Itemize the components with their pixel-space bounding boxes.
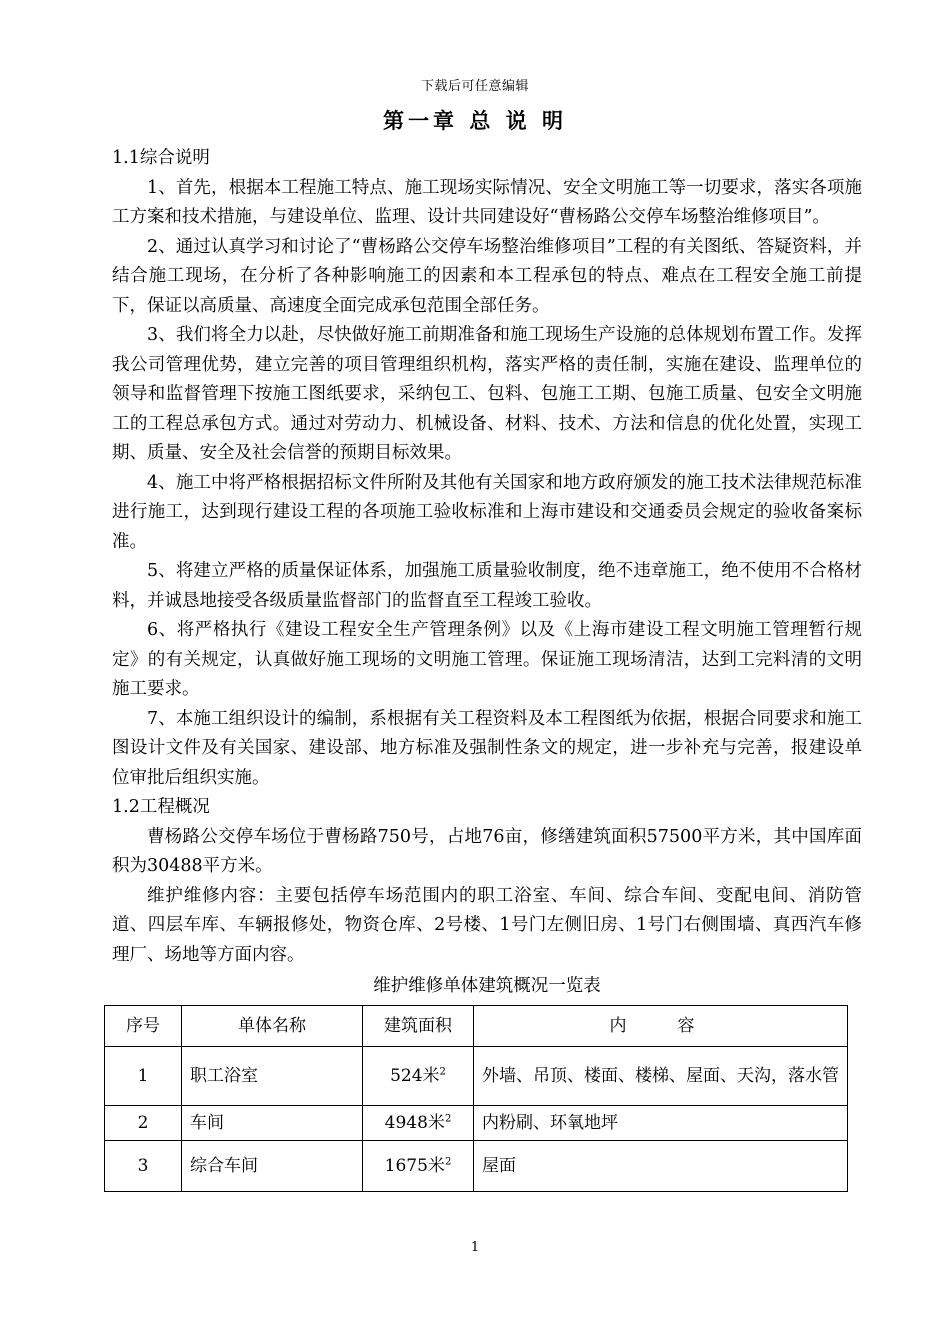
cell-area [363,1106,474,1141]
cell-area [363,1141,474,1192]
header-no: 序号 [105,1006,182,1047]
paragraph-4: 4、施工中将严格根据招标文件所附及其他有关国家和地方政府颁发的施工技术法律规范标准进行施工，达到现行建设工程的各项施工验收标准和上海市建设和交通委员会规定的验收备案标准。 [112,472,862,552]
page-number: 1 [470,1240,480,1255]
paragraph-1: 1、首先，根据本工程施工特点、施工现场实际情况、安全文明施工等一切要求，落实各项施工方案和技术措施，与建设单位、监理、设计共同建设好“曹杨路公交停车场整治维修项目”。 [112,177,862,227]
overview-paragraph-1: 曹杨路公交停车场位于曹杨路750号，占地76亩，修缮建筑面积57500平方米，其中国库面积为30488平方米。 [112,826,862,876]
chapter-title: 第一章 总 说 明 [383,108,567,133]
area-value: 4948米 [384,1113,445,1133]
cell-name: 综合车间 [182,1141,363,1192]
document-body [112,144,862,1192]
area-value: 1675米 [384,1156,445,1176]
cell-content: 外墙、吊顶、楼面、楼梯、屋面、天沟，落水管 [474,1047,848,1106]
section-heading-1-2: 1.2工程概况 [112,797,210,817]
paragraph-5: 5、将建立严格的质量保证体系，加强施工质量验收制度，绝不违章施工，绝不使用不合格材料，并诚恳地接受各级质量监督部门的监督直至工程竣工验收。 [112,561,862,611]
table-header-row [105,1006,848,1047]
table-row [105,1141,848,1192]
area-unit-superscript: 2 [439,1066,446,1078]
table-caption: 维护维修单体建筑概况一览表 [373,976,601,996]
section-heading-1-1: 1.1综合说明 [112,148,210,168]
cell-no: 3 [105,1141,182,1192]
cell-content: 内粉刷、环氧地坪 [474,1106,848,1141]
area-unit-superscript: 2 [444,1156,452,1168]
paragraph-6: 6、将严格执行《建设工程安全生产管理条例》以及《上海市建设工程文明施工管理暂行规定》的有关规定，认真做好施工现场的文明施工管理。保证施工现场清洁，达到工完料清的文明施工要求。 [112,620,862,699]
header-name: 单体名称 [182,1006,363,1047]
paragraph-7: 7、本施工组织设计的编制，系根据有关工程资料及本工程图纸为依据，根据合同要求和施工图设计文件及有关国家、建设部、地方标准及强制性条文的规定，进一步补充与完善，报建设单位审批后组织实施。 [112,708,862,788]
cell-no: 1 [105,1047,182,1106]
overview-paragraph-2: 维护维修内容：主要包括停车场范围内的职工浴室、车间、综合车间、变配电间、消防管道、四层车库、车辆报修处，物资仓库、2号楼、1号门左侧旧房、1号门右侧围墙、真西汽车修理厂、场地等方面内容。 [112,885,862,965]
building-summary-table [104,1005,848,1192]
cell-name: 职工浴室 [182,1047,363,1106]
paragraph-2: 2、通过认真学习和讨论了“曹杨路公交停车场整治维修项目”工程的有关图纸、答疑资料，并结合施工现场，在分析了各种影响施工的因素和本工程承包的特点、难点在工程安全施工前提下，保证以高质量、高速度全面完成承包范围全部任务。 [112,236,862,316]
table-row [105,1106,848,1141]
area-value: 524米 [390,1066,440,1086]
cell-name: 车间 [182,1106,363,1141]
header-content: 内 容 [474,1006,848,1047]
paragraph-3: 3、我们将全力以赴，尽快做好施工前期准备和施工现场生产设施的总体规划布置工作。发挥我公司管理优势，建立完善的项目管理组织机构，落实严格的责任制，实施在建设、监理单位的领导和监督管理下按施工图纸要求，采纳包工、包料、包施工工期、包施工质量、包安全文明施工的工程总承包方式。通过对劳动力、机械设备、材料、技术、方法和信息的优化处置，实现工期、质量、安全及社会信誉的预期目标效果。 [112,325,862,463]
table-row [105,1047,848,1106]
header-note: 下载后可任意编辑 [420,79,529,94]
cell-no: 2 [105,1106,182,1141]
area-unit-superscript: 2 [444,1113,452,1125]
cell-content: 屋面 [474,1141,848,1192]
header-area: 建筑面积 [363,1006,474,1047]
cell-area [363,1047,474,1106]
